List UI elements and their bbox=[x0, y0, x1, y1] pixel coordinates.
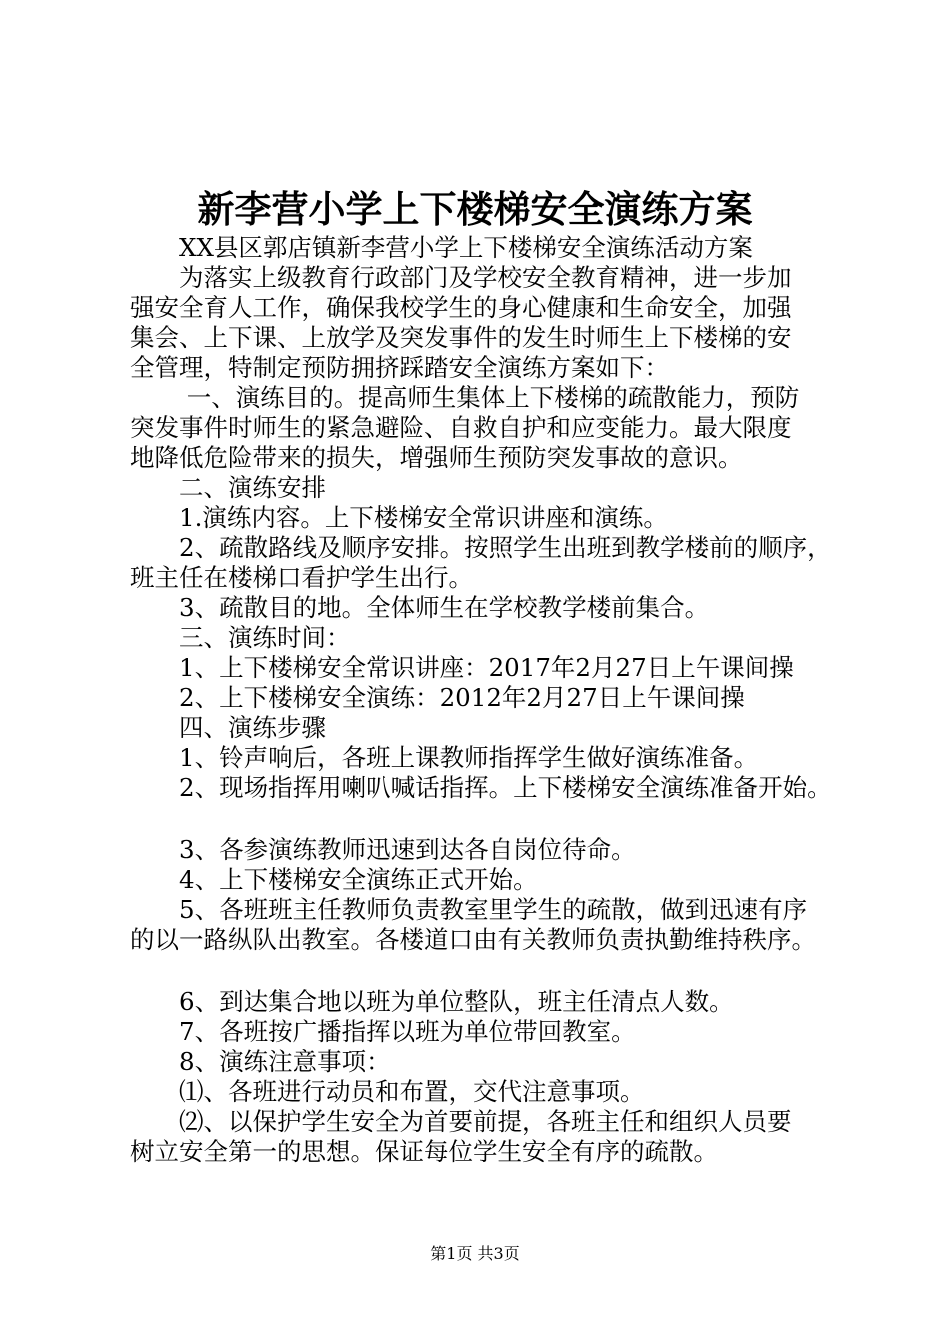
section-heading: 二、演练安排 bbox=[179, 473, 326, 502]
paragraph-line: 3、疏散目的地。全体师生在学校教学楼前集合。 bbox=[179, 593, 710, 622]
paragraph-line: ⑴、各班进行动员和布置，交代注意事项。 bbox=[179, 1077, 645, 1106]
paragraph-line: ⑵、以保护学生安全为首要前提，各班主任和组织人员要 bbox=[179, 1107, 792, 1136]
document-title: 新李营小学上下楼梯安全演练方案 bbox=[197, 187, 753, 231]
page-number-footer: 第1页 共3页 bbox=[430, 1244, 520, 1263]
paragraph-line: 2、疏散路线及顺序安排。按照学生出班到教学楼前的顺序， bbox=[179, 533, 832, 562]
paragraph-line: 集会、上下课、上放学及突发事件的发生时师生上下楼梯的安 bbox=[130, 323, 792, 352]
paragraph-line: 4、上下楼梯安全演练正式开始。 bbox=[179, 865, 538, 894]
paragraph-line: 1.演练内容。上下楼梯安全常识讲座和演练。 bbox=[179, 503, 668, 532]
paragraph-line: 3、各参演练教师迅速到达各自岗位待命。 bbox=[179, 835, 636, 864]
paragraph-line: 1、铃声响后，各班上课教师指挥学生做好演练准备。 bbox=[179, 743, 759, 772]
paragraph-gap bbox=[130, 803, 850, 835]
document-body bbox=[130, 233, 850, 1167]
paragraph-gap bbox=[130, 955, 850, 987]
paragraph-line: XX县区郭店镇新李营小学上下楼梯安全演练活动方案 bbox=[179, 233, 753, 262]
paragraph-line: 突发事件时师生的紧急避险、自救自护和应变能力。最大限度 bbox=[130, 413, 792, 442]
paragraph-line: 1、上下楼梯安全常识讲座：2017年2月27日上午课间操 bbox=[179, 653, 794, 682]
paragraph-line: 班主任在楼梯口看护学生出行。 bbox=[130, 563, 473, 592]
paragraph-line: 2、上下楼梯安全演练：2012年2月27日上午课间操 bbox=[179, 683, 745, 712]
section-heading: 四、演练步骤 bbox=[179, 713, 326, 742]
paragraph-line: 一、演练目的。提高师生集体上下楼梯的疏散能力，预防 bbox=[179, 383, 800, 412]
paragraph-line: 的以一路纵队出教室。各楼道口由有关教师负责执勤维持秩序。 bbox=[130, 925, 816, 954]
paragraph-line: 6、到达集合地以班为单位整队，班主任清点人数。 bbox=[179, 987, 734, 1016]
paragraph-line: 树立安全第一的思想。保证每位学生安全有序的疏散。 bbox=[130, 1137, 718, 1166]
paragraph-line: 全管理，特制定预防拥挤踩踏安全演练方案如下： bbox=[130, 353, 669, 382]
paragraph-line: 强安全育人工作，确保我校学生的身心健康和生命安全，加强 bbox=[130, 293, 792, 322]
paragraph-line: 地降低危险带来的损失，增强师生预防突发事故的意识。 bbox=[130, 443, 743, 472]
paragraph-line: 为落实上级教育行政部门及学校安全教育精神，进一步加 bbox=[179, 263, 792, 292]
paragraph-line: 5、各班班主任教师负责教室里学生的疏散，做到迅速有序 bbox=[179, 895, 808, 924]
paragraph-line: 7、各班按广播指挥以班为单位带回教室。 bbox=[179, 1017, 636, 1046]
paragraph-line: 8、演练注意事项： bbox=[179, 1047, 391, 1076]
paragraph-line: 2、现场指挥用喇叭喊话指挥。上下楼梯安全演练准备开始。 bbox=[179, 773, 832, 802]
section-heading: 三、演练时间： bbox=[179, 623, 351, 652]
